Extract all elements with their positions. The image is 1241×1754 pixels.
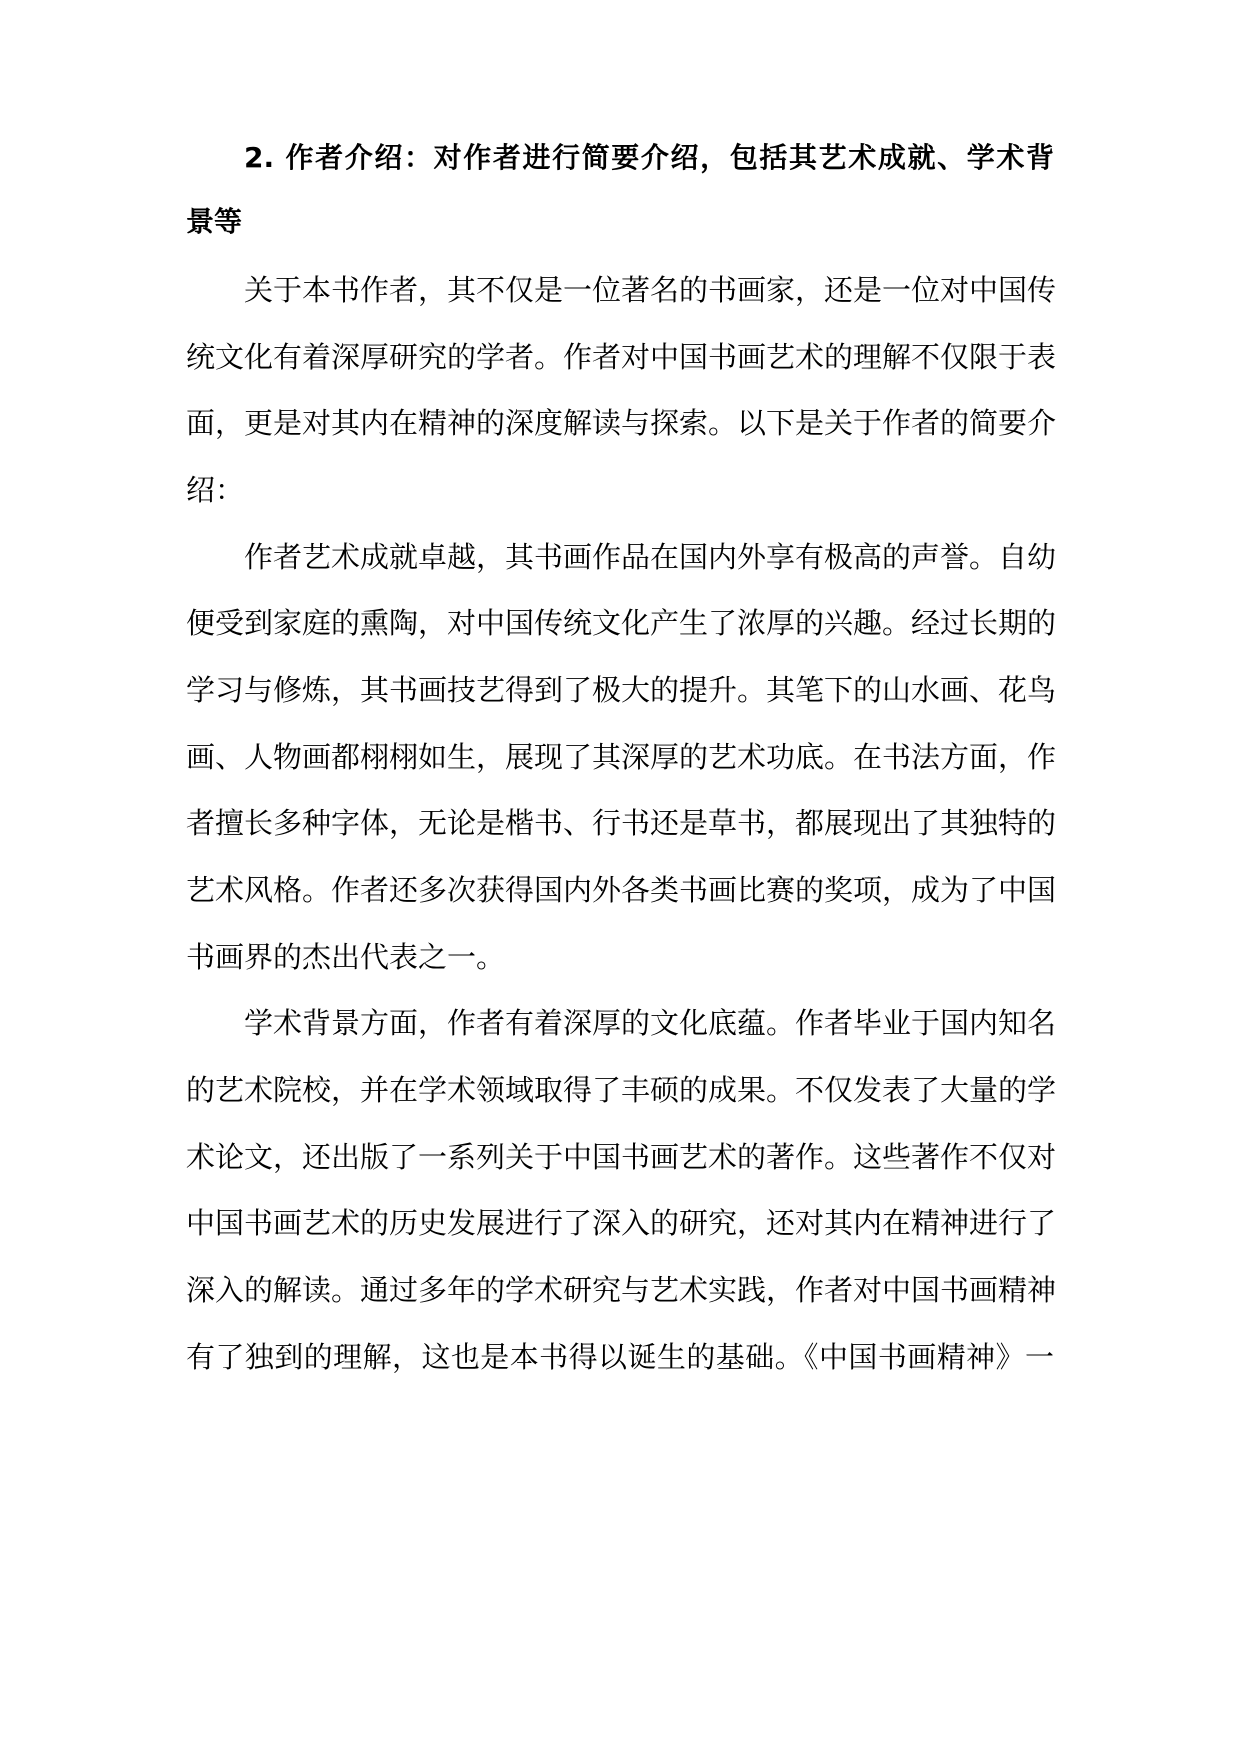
heading-line: 景等: [186, 205, 243, 238]
paragraph-line: 面，更是对其内在精神的深度解读与探索。以下是关于作者的简要介: [186, 406, 1057, 440]
paragraph-line: 学习与修炼，其书画技艺得到了极大的提升。其笔下的山水画、花鸟: [186, 673, 1057, 707]
paragraph-line: 统文化有着深厚研究的学者。作者对中国书画艺术的理解不仅限于表: [186, 340, 1057, 374]
paragraph-line: 关于本书作者，其不仅是一位著名的书画家，还是一位对中国传: [244, 273, 1057, 307]
paragraph-line: 中国书画艺术的历史发展进行了深入的研究，还对其内在精神进行了: [186, 1206, 1057, 1240]
paragraph-line: 学术背景方面，作者有着深厚的文化底蕴。作者毕业于国内知名: [244, 1006, 1057, 1040]
paragraph-line: 绍：: [186, 473, 245, 507]
paragraph-line: 艺术风格。作者还多次获得国内外各类书画比赛的奖项，成为了中国: [186, 873, 1057, 907]
paragraph-line: 画、人物画都栩栩如生，展现了其深厚的艺术功底。在书法方面，作: [186, 740, 1057, 774]
paragraph-line: 书画界的杰出代表之一。: [186, 940, 506, 974]
paragraph-line: 的艺术院校，并在学术领域取得了丰硕的成果。不仅发表了大量的学: [186, 1073, 1057, 1107]
paragraph-line: 深入的解读。通过多年的学术研究与艺术实践，作者对中国书画精神: [186, 1273, 1057, 1307]
paragraph-line: 便受到家庭的熏陶，对中国传统文化产生了浓厚的兴趣。经过长期的: [186, 606, 1057, 640]
paragraph-line: 作者艺术成就卓越，其书画作品在国内外享有极高的声誉。自幼: [244, 540, 1057, 574]
paragraph-line: 者擅长多种字体，无论是楷书、行书还是草书，都展现出了其独特的: [186, 806, 1057, 840]
paragraph-line: 术论文，还出版了一系列关于中国书画艺术的著作。这些著作不仅对: [186, 1140, 1057, 1174]
heading-line: 2. 作者介绍：对作者进行简要介绍，包括其艺术成就、学术背: [244, 141, 1054, 174]
paragraph-line: 有了独到的理解，这也是本书得以诞生的基础。《中国书画精神》一: [186, 1340, 1054, 1374]
